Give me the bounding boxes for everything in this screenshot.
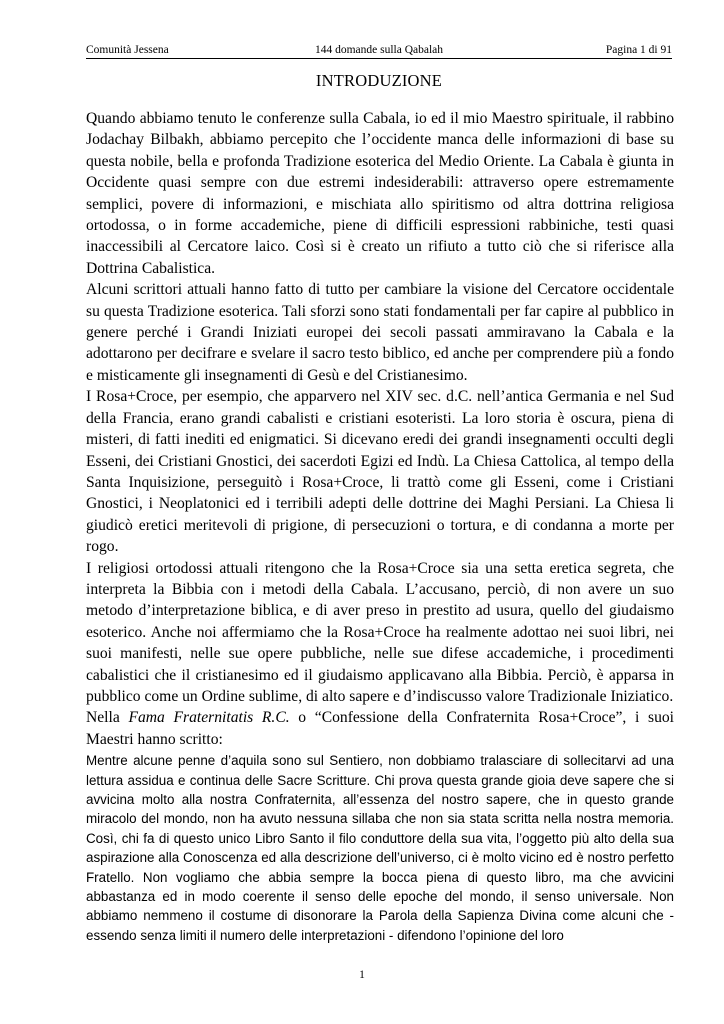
page-title: INTRODUZIONE bbox=[315, 71, 443, 90]
quote-intro-paragraph bbox=[86, 707, 674, 750]
paragraph: I Rosa+Croce, per esempio, che apparvero nel XIV sec. d.C. nell’antica Germania e nel Sud della Francia, erano grandi cabalisti e cristiani esoteristi. La loro storia è oscura, piena di misteri, di fatti inediti ed enigmatici. Si dicevano eredi dei grandi insegnamenti occulti degli Esseni, dei Cristiani Gnostici, dei sacerdoti Egizi ed Indù. La Chiesa Cattolica, al tempo della Santa Inquisizione, perseguitò i Rosa+Croce, li trattò come gli Esseni, come i Cristiani Gnostici, i Neoplatonici ed i terribili adepti delle dottrine dei Maghi Persiani. La Chiesa li giudicò eretici meritevoli di prigione, di persecuzioni o tortura, e di condanna a morte per rogo. bbox=[86, 388, 674, 556]
paragraph: Quando abbiamo tenuto le conferenze sulla Cabala, io ed il mio Maestro spirituale, il rabbino Jodachay Bilbakh, abbiamo percepito che l’occidente manca delle informazioni di base su questa nobile, bella e profonda Tradizione esoterica del Medio Oriente. La Cabala è giunta in Occidente quasi sempre con due estremi indesiderabili: attraverso opere estremamente semplici, povere di informazioni, e mischiata allo spiritismo od altra dottrina religiosa ortodossa, o in forme accademiche, piene di difficili espressioni rabbiniche, testi quasi inaccessibili al Cercatore laico. Così si è creato un rifiuto a tutto ciò che si riferisce alla Dottrina Cabalistica. bbox=[86, 110, 674, 277]
header-center-text: 144 domande sulla Qabalah bbox=[314, 44, 444, 56]
paragraph: I religiosi ortodossi attuali ritengono che la Rosa+Croce sia una setta eretica segreta, che interpreta la Bibbia con i metodi della Cabala. L’accusano, perciò, di non avere un suo metodo d’interpretazione biblica, e di aver preso in prestito ad usura, quello del giudaismo esoterico. Anche noi affermiamo che la Rosa+Croce ha realmente adottao nei suoi libri, nei suoi manifesti, nelle sue opere pubbliche, nelle sue difese accademiche, i procedimenti cabalistici che il cristianesimo ed il giudaismo applicavano alla Bibbia. Perciò, è apparsa in pubblico come un Ordine sublime, di alto sapere e d’indiscusso valore Tradizionale Iniziatico. bbox=[86, 559, 674, 705]
page-header bbox=[86, 42, 672, 59]
paragraph: Alcuni scrittori attuali hanno fatto di tutto per cambiare la visione del Cercatore occidentale su questa Tradizione esoterica. Tali sforzi sono stati fondamentali per far capire al pubblico in genere perché i Grandi Iniziati europei dei secoli passati ammiravano la Cabala e la adottarono per decifrare e svelare il sacro testo biblico, ed anche per comprendere più a fondo e misticamente gli insegnamenti di Gesù e del Cristianesimo. bbox=[86, 281, 674, 384]
work-title-italic: Fama Fraternitatis R.C. bbox=[128, 709, 290, 727]
header-left-text: Comunità Jessena bbox=[86, 44, 169, 56]
header-right-text: Pagina 1 di 91 bbox=[605, 44, 672, 56]
quote-intro-after: o “Confessione della Confraternita Rosa+Croce”, i suoi Maestri hanno scritto: bbox=[86, 709, 674, 748]
quote-intro-before: Nella bbox=[86, 709, 129, 727]
document-body bbox=[86, 108, 674, 945]
page-number: 1 bbox=[359, 969, 365, 981]
block-quote: Mentre alcune penne d’aquila sono sul Sentiero, non dobbiamo tralasciare di sollecitarvi ad una lettura assidua e continua delle Sacre Scritture. Chi prova questa grande gioia deve sapere che si avvicina molto alla nostra Confraternita, all’essenza del nostro sapere, che in questo grande miracolo del mondo, non ha avuto nessuna sillaba che non sia stata scritta nella nostra memoria. Così, chi fa di questo unico Libro Santo il filo conduttore della sua vita, l’oggetto più alto della sua aspirazione alla Conoscenza ed alla descrizione dell’universo, ci è molto vicino ed è nostro perfetto Fratello. Non vogliamo che abbia sempre la bocca piena di questo libro, ma che avvicini abbastanza ed in modo coerente il senso delle epoche del mondo, il senso universale. Non abbiamo nemmeno il costume di disonorare la Parola della Sapienza Divina come alcuni che - essendo senza limiti il numero delle interpretazioni - difendono l’opinione del loro bbox=[86, 753, 674, 943]
